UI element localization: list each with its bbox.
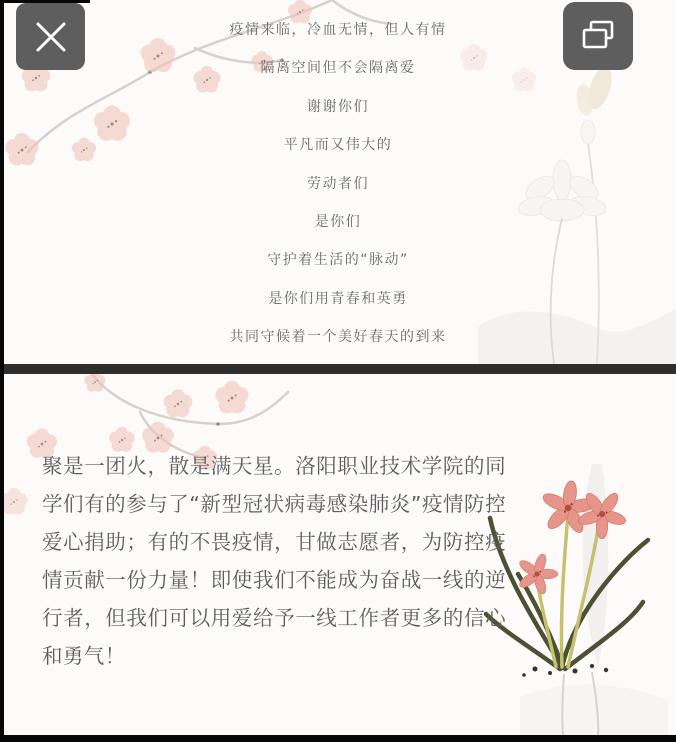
paragraph-text: 聚是一团火，散是满天星。洛阳职业技术学院的同学们有的参与了“新型冠状病毒感染肺炎”疫情防控爱心捐助；有的不畏疫情，甘做志愿者，为防控疫情贡献一份力量！即使我们不能成为奋战一线的逆行者，但我们可以用爱给予一线工作者更多的信心和勇气！ (42, 454, 506, 668)
slide-divider (0, 364, 676, 374)
poem-line: 平凡而又伟大的 (283, 137, 393, 154)
poem-line: 谢谢你们 (307, 98, 369, 115)
close-button[interactable] (16, 3, 85, 70)
poem-line: 疫情来临，冷血无情，但人有情 (229, 22, 447, 38)
poem-line: 守护着生活的“脉动” (267, 252, 409, 269)
poem-line: 是你们 (314, 213, 362, 230)
left-frame-edge (0, 0, 4, 742)
poem-line: 隔离空间但不会隔离爱 (260, 60, 416, 77)
close-icon (31, 17, 71, 57)
multi-window-button[interactable] (563, 2, 633, 70)
slide-2-paragraph (0, 374, 676, 735)
poem-line: 是你们用青春和英勇 (268, 290, 408, 307)
poem-line: 共同守候着一个美好春天的到来 (229, 329, 447, 346)
bottom-frame-bar (0, 735, 676, 742)
poem-line: 劳动者们 (307, 175, 369, 192)
orchid-decor (480, 462, 668, 735)
multi-window-icon (577, 15, 619, 57)
